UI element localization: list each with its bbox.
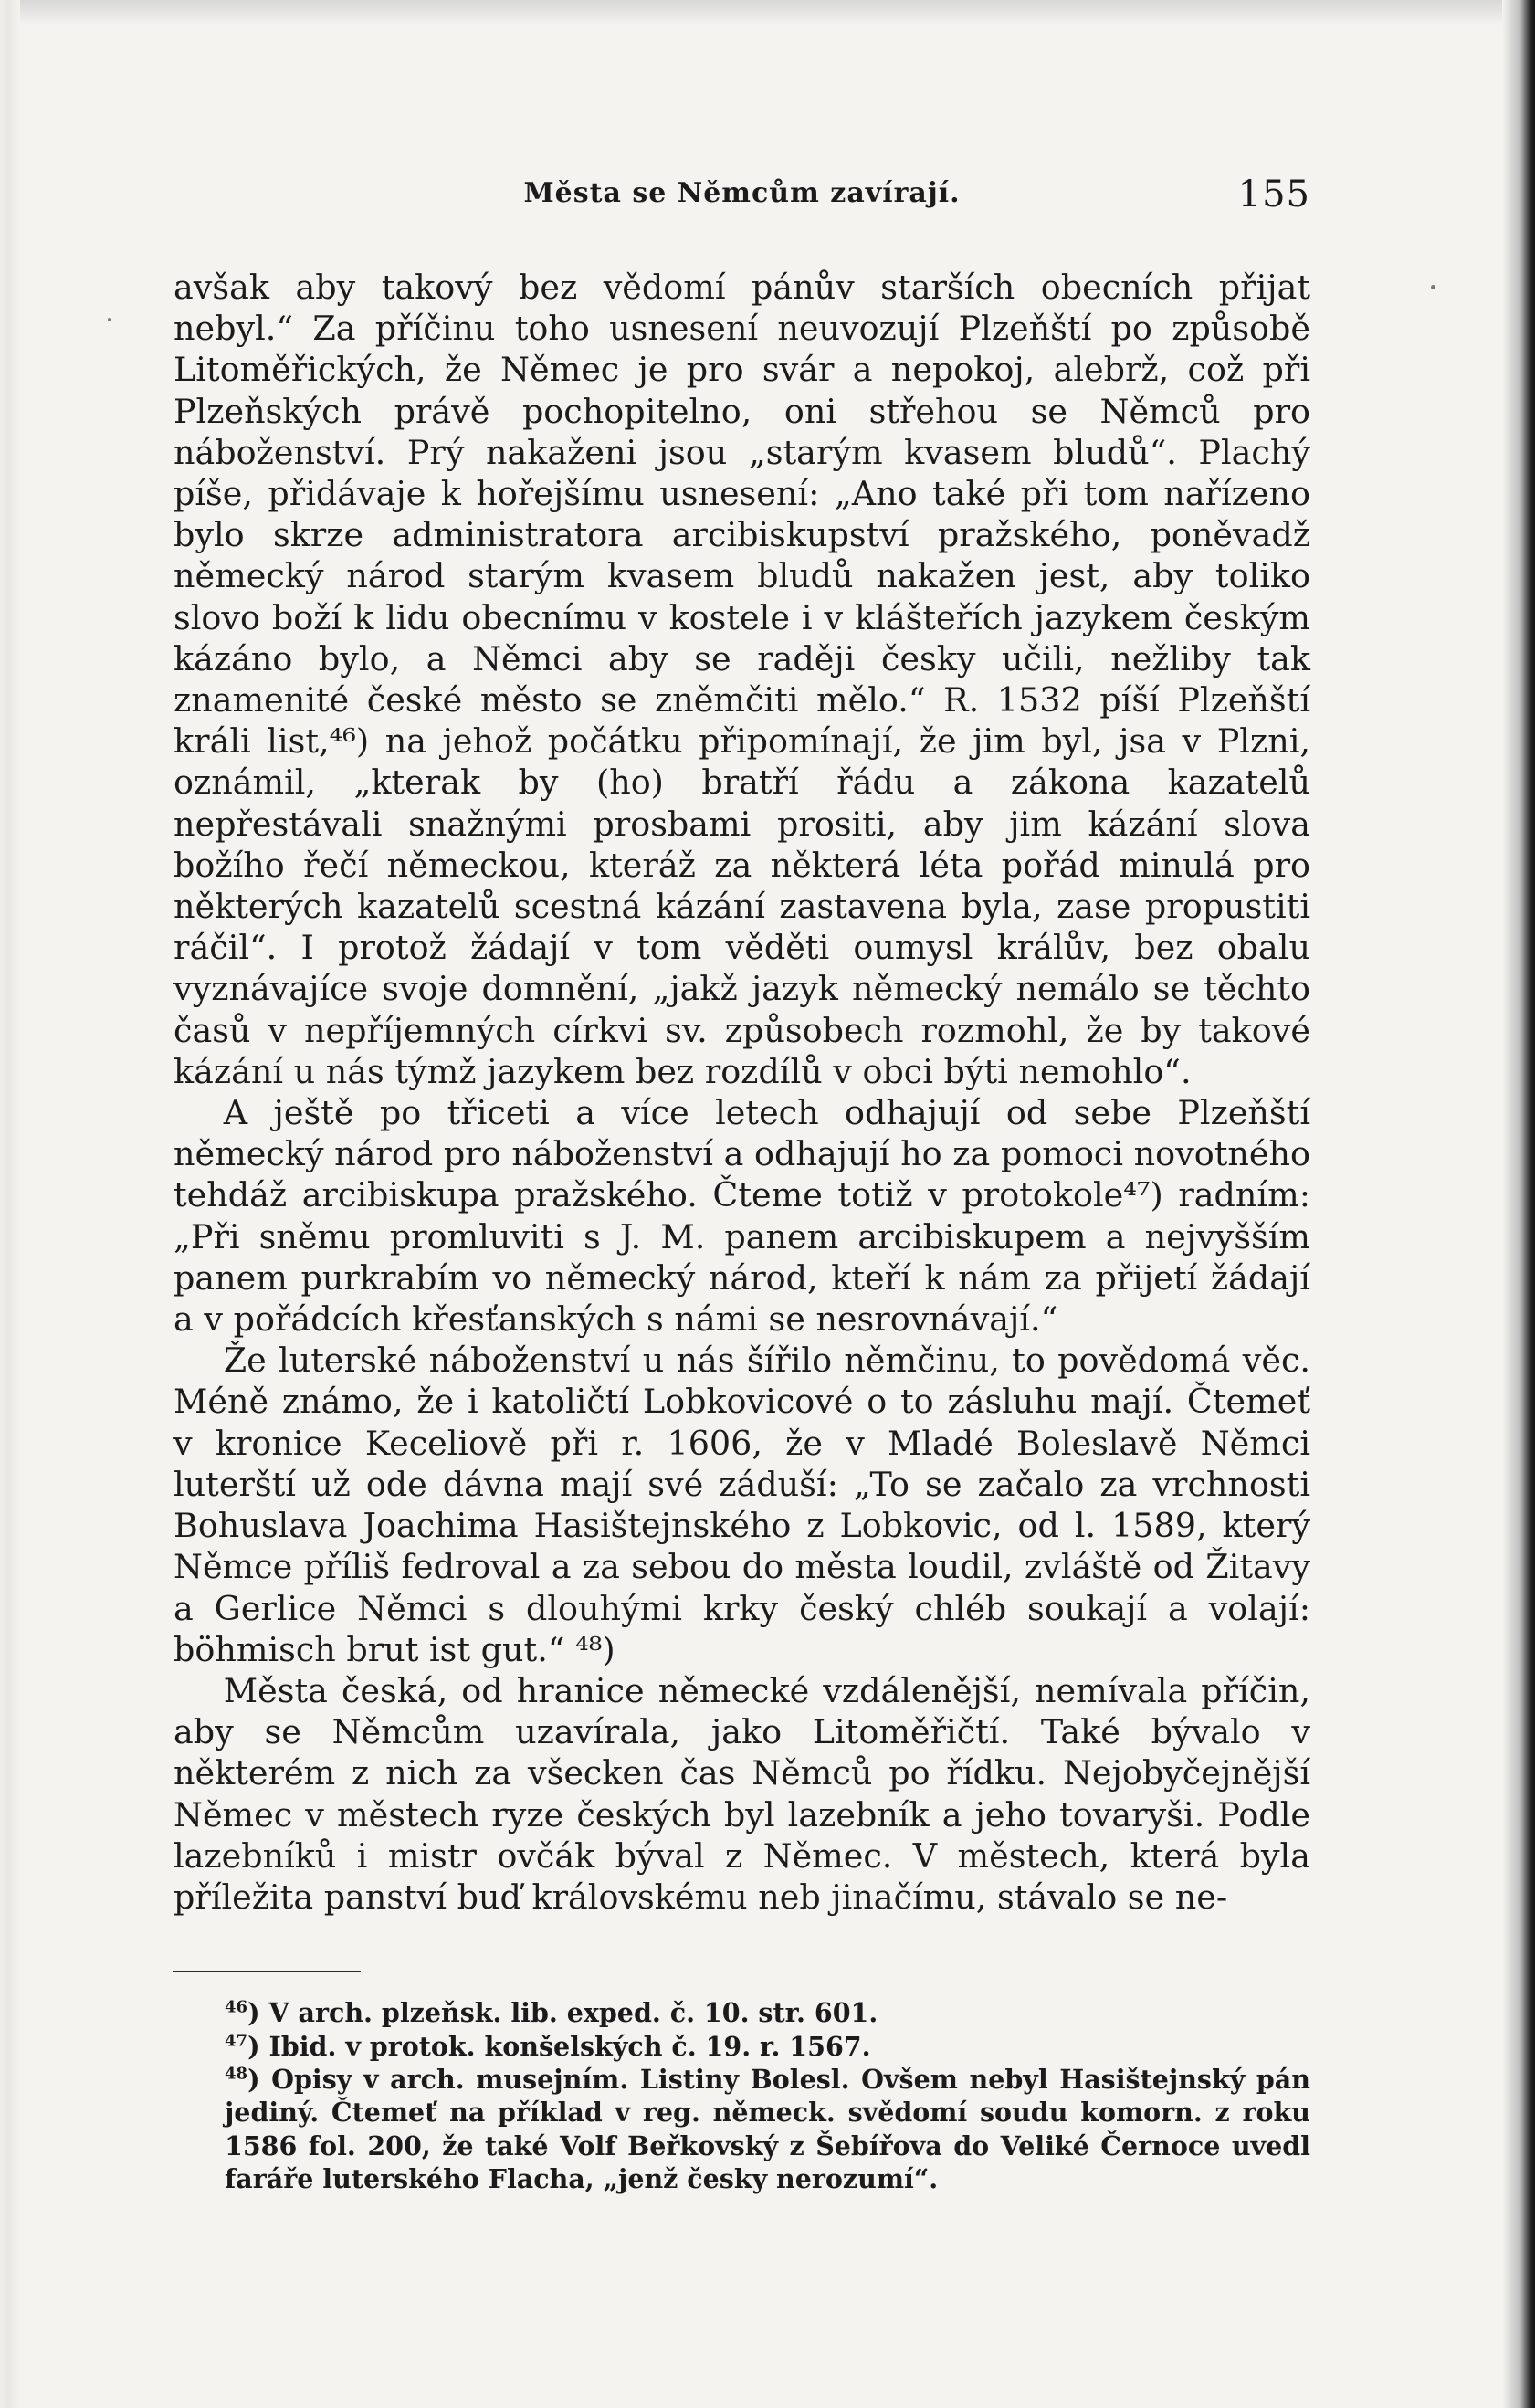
page-number: 155 [1237, 174, 1310, 216]
footnote-text: ) V arch. plzeňsk. lib. exped. č. 10. str. 601. [247, 1997, 878, 2029]
text-block [173, 166, 1310, 2196]
footnote [173, 2063, 1310, 2196]
paragraph: avšak aby takový bez vědomí pánův starších obecních přijat nebyl.“ Za příčinu toho usnesení neuvozují Plzeňští po způsobě Litoměřických, že Němec je pro svár a nepokoj, alebrž, což při Plzeňských právě pochopitelno, oni střehou se Němců pro náboženství. Prý nakaženi jsou „starým kvasem bludů“. Plachý píše, přidávaje k hořejšímu usnesení: „Ano také při tom nařízeno bylo skrze administratora arcibiskupství pražského, poněvadž německý národ starým kvasem bludů nakažen jest, aby toliko slovo boží k lidu obecnímu v kostele i v klášteřích jazykem českým kázáno bylo, a Němci aby se raději česky učili, nežliby tak znamenité české město se zněmčiti mělo.“ R. 1532 píší Plzeňští králi list,⁴⁶) na jehož počátku připomínají, že jim byl, jsa v Plzni, oznámil, „kterak by (ho) bratří řádu a zákona kazatelů nepřestávali snažnými prosbami prositi, aby jim kázání slova božího řečí německou, kteráž za některá léta pořád minulá pro některých kazatelů scestná kázání zastavena byla, zase propustiti ráčil“. I protož žádají v tom věděti oumysl králův, bez obalu vyznávajíce svoje domnění, „jakž jazyk německý nemálo se těchto časů v nepříjemných církvi sv. způsobech rozmohl, že by takové kázání u nás týmž jazykem bez rozdílů v obci býti nemohlo“. [173, 268, 1310, 1091]
footnote [173, 2030, 1310, 2063]
page-speck [108, 318, 111, 321]
footnotes [173, 1996, 1310, 2195]
page-top-edge [0, 0, 1535, 26]
running-head [173, 166, 1310, 225]
page-speck [1431, 285, 1435, 289]
footnote-mark: 47 [225, 2031, 248, 2051]
footnote-mark: 46 [225, 1997, 248, 2017]
page-right-edge [1502, 0, 1535, 2408]
running-title: Města se Němcům zavírají. [523, 177, 961, 209]
paragraph: A ještě po třiceti a více letech odhajují od sebe Plzeňští německý národ pro náboženství a odhajují ho za pomoci novotného tehdáž arcibiskupa pražského. Čteme totiž v protokole⁴⁷) radním: „Při sněmu promluviti s J. M. panem arcibiskupem a nejvyšším panem purkrabím vo německý národ, kteří k nám za přijetí žádají a v pořádcích křesťanských s námi se nesrovnávají.“ [173, 1093, 1310, 1340]
footnote-mark: 48 [225, 2064, 248, 2084]
footnote-divider [173, 1971, 361, 1972]
footnote [173, 1996, 1310, 2029]
paragraph: Že luterské náboženství u nás šířilo němčinu, to povědomá věc. Méně známo, že i katoličtí Lobkovicové o to zásluhu mají. Čtemeť v kronice Keceliově při r. 1606, že v Mladé Boleslavě Němci luterští už ode dávna mají své záduší: „To se začalo za vrchnosti Bohuslava Joachima Hasištejnského z Lobkovic, od l. 1589, který Němce příliš fedroval a za sebou do města loudil, zvláště od Žitavy a Gerlice Němci s dlouhými krky český chléb soukají a volají: böhmisch brut ist gut.“ ⁴⁸) [173, 1341, 1310, 1669]
body-text [173, 267, 1310, 1918]
page-left-edge [0, 0, 20, 2408]
paragraph: Města česká, od hranice německé vzdálenější, nemívala příčin, aby se Němcům uzavírala, jako Litoměřičtí. Také bývalo v některém z nich za všecken čas Němců po řídku. Nejobyčejnější Němec v městech ryze českých byl lazebník a jeho tovaryši. Podle lazebníků i mistr ovčák býval z Němec. V městech, která byla příležita panství buď královskému neb jinačímu, stávalo se ne- [173, 1670, 1310, 1917]
footnote-text: ) Opisy v arch. musejním. Listiny Bolesl. Ovšem nebyl Hasištejnský pán jediný. Čtemeť na příklad v reg. německ. svědomí soudu komorn. z roku 1586 fol. 200, že také Volf Beřkovský z Šebířova do Veliké Černoce uvedl faráře luterského Flacha, „jenž česky nerozumí“. [225, 2063, 1310, 2195]
footnote-text: ) Ibid. v protok. konšelských č. 19. r. 1567. [247, 2030, 871, 2062]
